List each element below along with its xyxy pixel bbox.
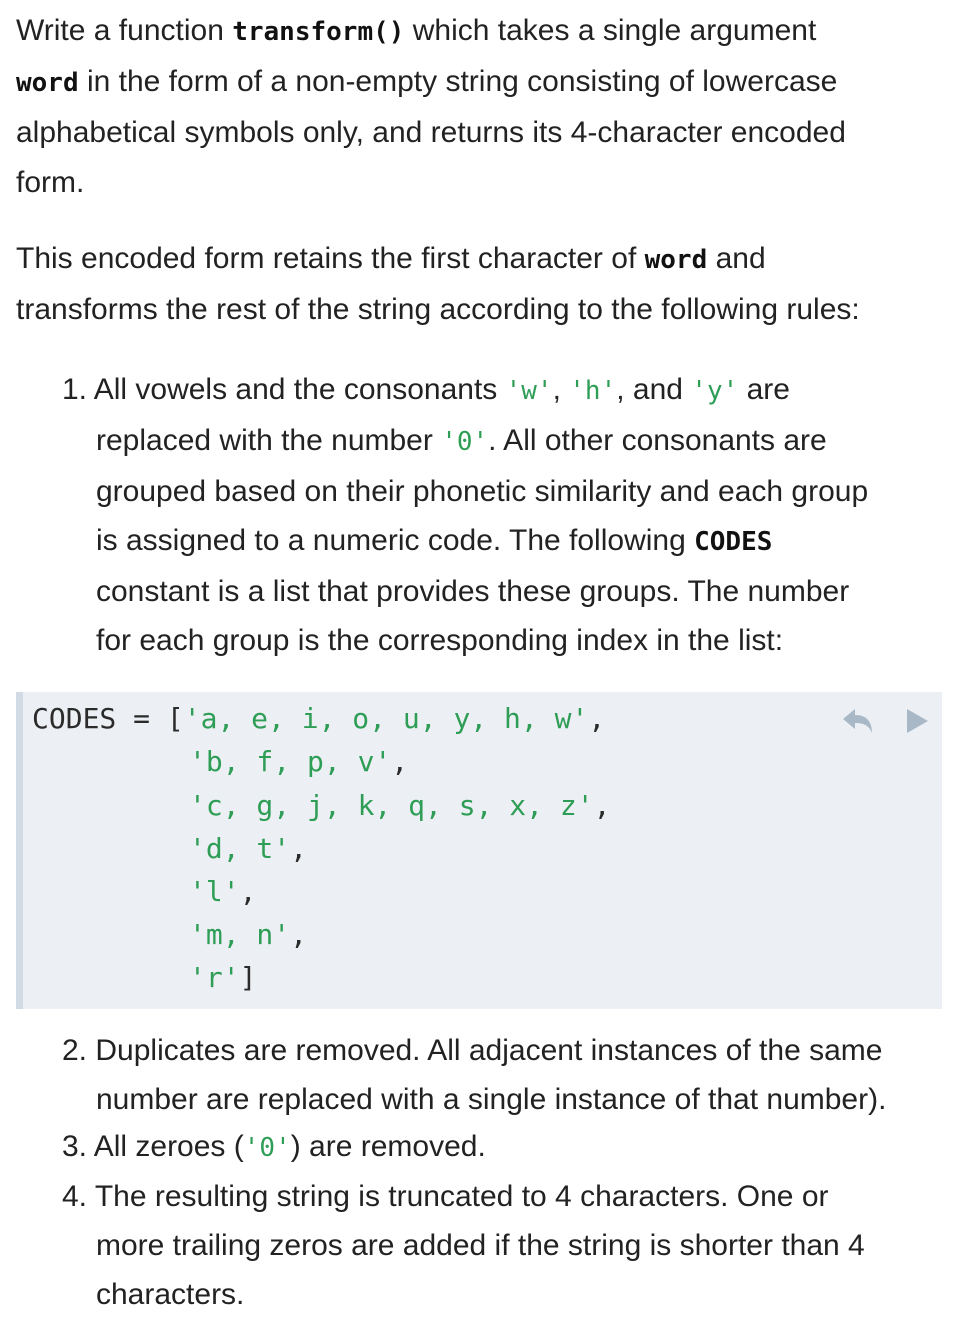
list-number: 1. (62, 373, 88, 406)
code-line-3: 'c, g, j, k, q, s, x, z', (189, 789, 611, 822)
rule-item-4: 4. The resulting string is truncated to 4 characters. One or more trailing zeros are added if the string is shorter than 4 characters. (62, 1180, 865, 1311)
code-line-1: CODES = ['a, e, i, o, u, y, h, w', (32, 702, 606, 735)
list-number: 3. (62, 1130, 88, 1163)
rule-item-3: 3. All zeroes ('0') are removed. (62, 1130, 486, 1163)
rule-item-2: 2. Duplicates are removed. All adjacent instances of the same number are replaced with a single instance of that number). (62, 1034, 887, 1116)
intro-paragraph: Write a function transform() which takes a single argument word in the form of a non-empty string consisting of lowercase alphabetical symbols only, and returns its 4-character encoded form. (16, 14, 846, 199)
play-triangle-icon[interactable] (904, 708, 930, 734)
rule-item-1: 1. All vowels and the consonants 'w', 'h', and 'y' are replaced with the number '0'. All other consonants are grouped based on their phonetic similarity and each group is assigned to a numeric code. The following CODES constant is a list that provides these groups. The number for each group is the corresponding index in the list: (62, 373, 869, 657)
code-block (16, 692, 942, 1009)
code-line-7: 'r'] (189, 961, 257, 994)
code-line-5: 'l', (189, 875, 257, 908)
code-line-4: 'd, t', (189, 832, 308, 865)
undo-arrow-icon[interactable] (841, 705, 875, 735)
code-line-6: 'm, n', (189, 918, 308, 951)
code-line-2: 'b, f, p, v', (189, 745, 409, 778)
inline-code-transform: transform() (232, 17, 405, 47)
list-number: 4. (62, 1180, 88, 1213)
inline-code-codes: CODES (694, 527, 773, 557)
rules-intro-paragraph: This encoded form retains the first character of word and transforms the rest of the string according to the following rules: (16, 242, 860, 326)
inline-code-word: word (644, 245, 708, 275)
inline-code-word: word (16, 68, 79, 98)
list-number: 2. (62, 1034, 88, 1067)
